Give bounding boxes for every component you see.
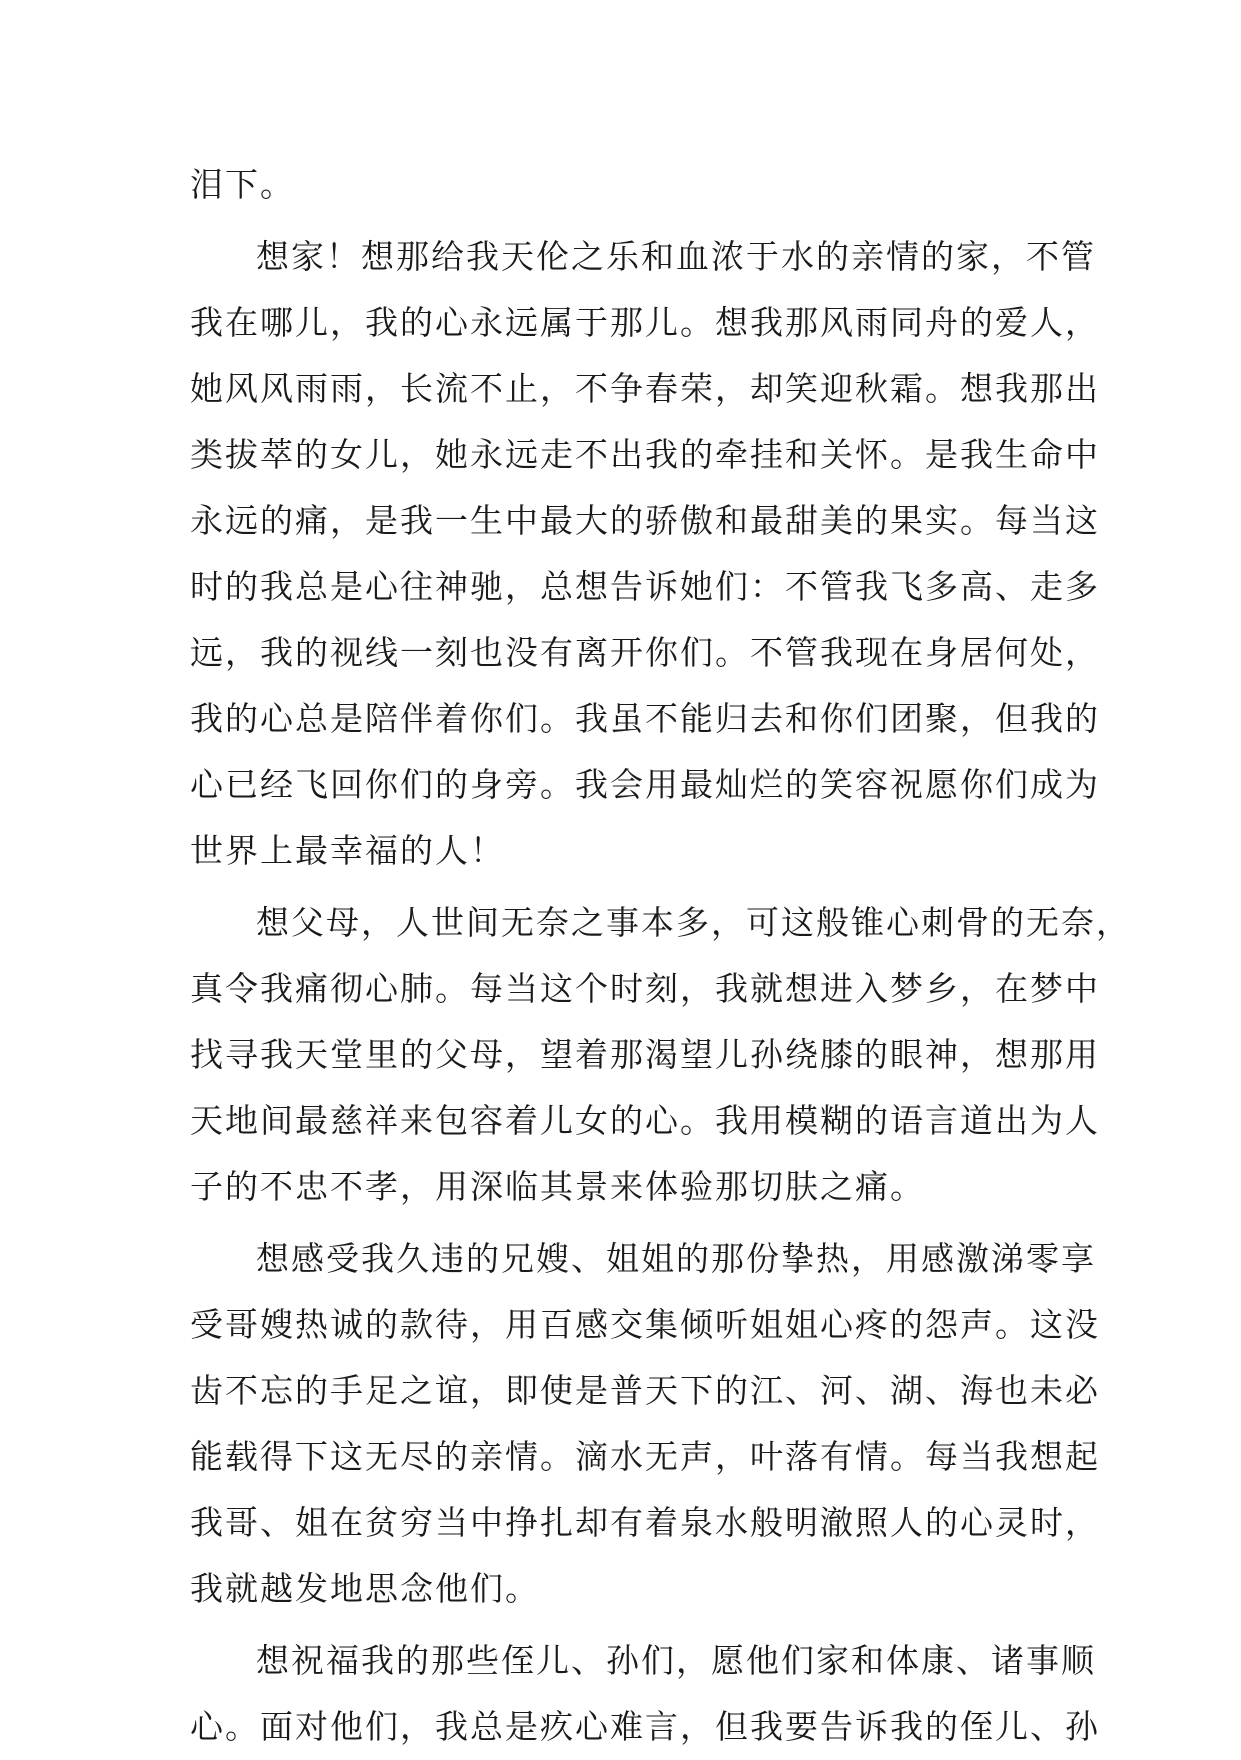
text-line: 远，我的视线一刻也没有离开你们。不管我现在身居何处， bbox=[190, 633, 1100, 672]
text-line: 心已经飞回你们的身旁。我会用最灿烂的笑容祝愿你们成为 bbox=[190, 765, 1100, 804]
text-line: 我哥、姐在贫穷当中挣扎却有着泉水般明澈照人的心灵时， bbox=[190, 1503, 1100, 1542]
text-line: 时的我总是心往神驰，总想告诉她们：不管我飞多高、走多 bbox=[190, 567, 1100, 606]
text-line: 找寻我天堂里的父母，望着那渴望儿孙绕膝的眼神，想那用 bbox=[190, 1035, 1100, 1074]
text-line: 真令我痛彻心肺。每当这个时刻，我就想进入梦乡，在梦中 bbox=[190, 969, 1100, 1008]
text-line: 她风风雨雨，长流不止，不争春荣，却笑迎秋霜。想我那出 bbox=[190, 369, 1100, 408]
text-line: 想家！想那给我天伦之乐和血浓于水的亲情的家，不管 bbox=[256, 237, 1096, 276]
text-line: 想父母，人世间无奈之事本多，可这般锥心刺骨的无奈， bbox=[256, 903, 1131, 942]
text-line: 想祝福我的那些侄儿、孙们，愿他们家和体康、诸事顺 bbox=[256, 1641, 1096, 1680]
text-line: 想感受我久违的兄嫂、姐姐的那份挚热，用感激涕零享 bbox=[256, 1239, 1096, 1278]
document-body bbox=[190, 152, 1131, 1760]
text-line: 永远的痛，是我一生中最大的骄傲和最甜美的果实。每当这 bbox=[190, 501, 1100, 540]
text-line: 心。面对他们，我总是疚心难言，但我要告诉我的侄儿、孙 bbox=[190, 1707, 1100, 1746]
text-line: 受哥嫂热诚的款待，用百感交集倾听姐姐心疼的怨声。这没 bbox=[190, 1305, 1100, 1344]
text-line: 泪下。 bbox=[190, 165, 295, 204]
text-line: 类拔萃的女儿，她永远走不出我的牵挂和关怀。是我生命中 bbox=[190, 435, 1100, 474]
text-line: 子的不忠不孝，用深临其景来体验那切肤之痛。 bbox=[190, 1167, 925, 1206]
text-line: 我在哪儿，我的心永远属于那儿。想我那风雨同舟的爱人， bbox=[190, 303, 1100, 342]
text-line: 我就越发地思念他们。 bbox=[190, 1569, 540, 1608]
text-line: 我的心总是陪伴着你们。我虽不能归去和你们团聚，但我的 bbox=[190, 699, 1100, 738]
text-line: 齿不忘的手足之谊，即使是普天下的江、河、湖、海也未必 bbox=[190, 1371, 1100, 1410]
text-line: 天地间最慈祥来包容着儿女的心。我用模糊的语言道出为人 bbox=[190, 1101, 1100, 1140]
text-line: 世界上最幸福的人！ bbox=[190, 831, 505, 870]
text-line: 能载得下这无尽的亲情。滴水无声，叶落有情。每当我想起 bbox=[190, 1437, 1100, 1476]
